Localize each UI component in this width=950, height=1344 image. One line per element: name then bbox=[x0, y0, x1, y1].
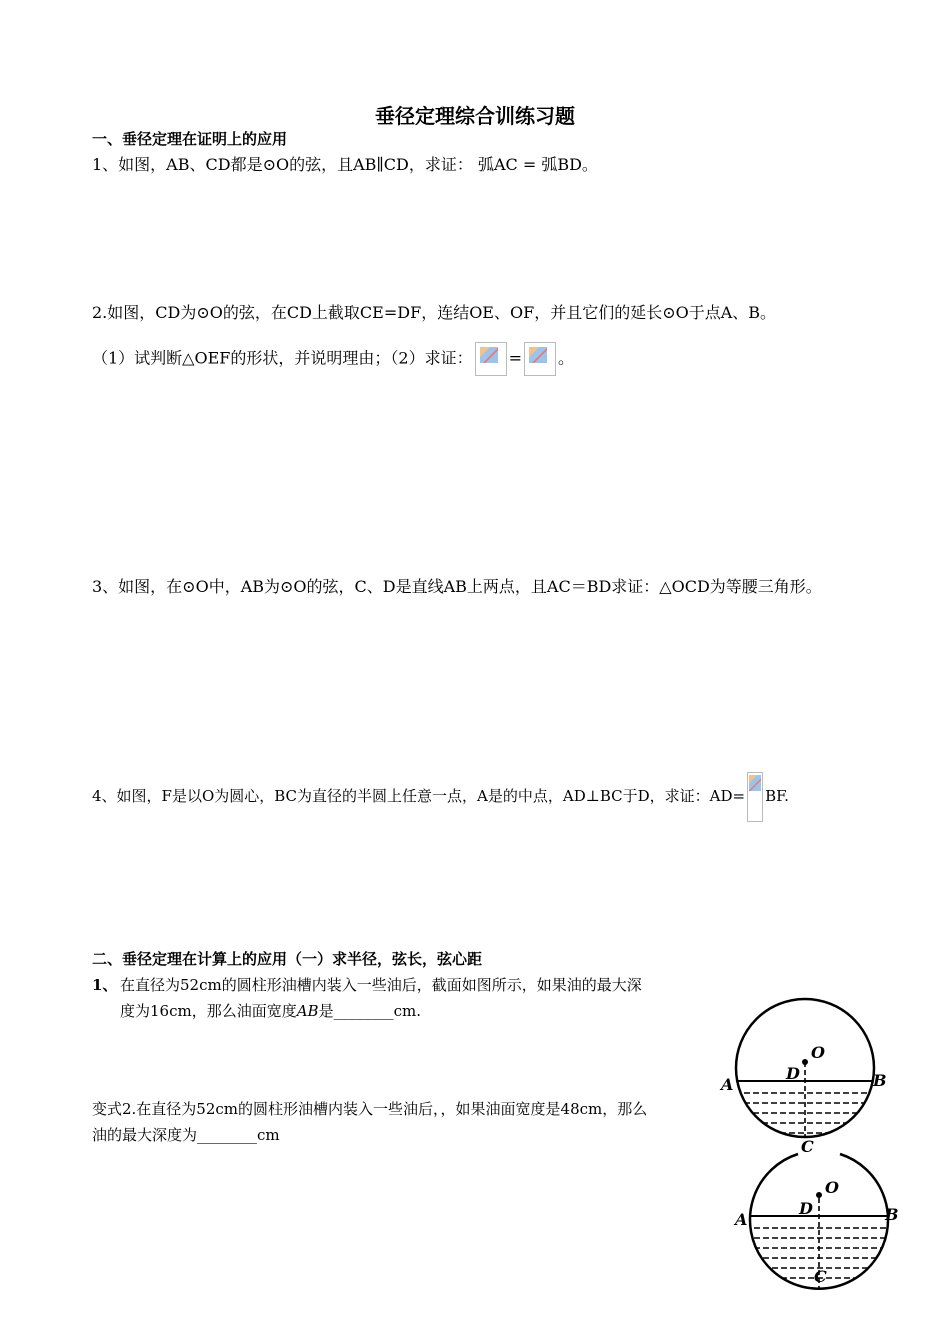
equals-sign: = bbox=[508, 348, 522, 368]
variant-2-line2: 油的最大深度为________cm bbox=[92, 1126, 280, 1144]
point-o-label: O bbox=[825, 1178, 839, 1197]
question-4-text: 4、如图，F是以O为圆心，BC为直径的半圆上任意一点，A是的中点，AD⊥BC于D，求证：AD= bbox=[92, 787, 746, 805]
question-4-end: BF. bbox=[765, 787, 789, 805]
variant-2 bbox=[92, 1096, 712, 1148]
calc-question-1-line2-a: 度为16cm，那么油面宽度 bbox=[120, 1002, 297, 1020]
broken-image-icon bbox=[747, 772, 763, 822]
section1-heading: 一、垂径定理在证明上的应用 bbox=[92, 130, 288, 148]
broken-image-icon bbox=[524, 342, 556, 376]
point-a-label: A bbox=[735, 1210, 748, 1229]
point-o-label: O bbox=[811, 1043, 825, 1062]
question-2-end: 。 bbox=[557, 348, 574, 368]
question-2-line2 bbox=[92, 342, 574, 376]
oil-tank-figure-1 bbox=[715, 998, 895, 1158]
calc-question-1 bbox=[92, 972, 712, 1024]
calc-question-1-number: 1、 bbox=[92, 976, 118, 994]
question-3: 3、如图，在⊙O中，AB为⊙O的弦，C、D是直线AB上两点，且AC＝BD求证：△OCD为等腰三角形。 bbox=[92, 577, 822, 596]
section2-heading: 二、垂径定理在计算上的应用（一）求半径，弦长，弦心距 bbox=[92, 950, 483, 968]
variant-2-line1: 变式2.在直径为52cm的圆柱形油槽内装入一些油后，，如果油面宽度是48cm，那么 bbox=[92, 1100, 648, 1118]
question-2-line1: 2.如图，CD为⊙O的弦，在CD上截取CE=DF，连结OE、OF，并且它们的延长⊙O于点A、B。 bbox=[92, 303, 777, 322]
question-1: 1、如图，AB、CD都是⊙O的弦，且AB∥CD，求证： 弧AC = 弧BD。 bbox=[92, 155, 598, 174]
broken-image-icon bbox=[475, 342, 507, 376]
point-b-label: B bbox=[885, 1205, 899, 1224]
point-b-label: B bbox=[873, 1071, 887, 1090]
page-title: 垂径定理综合训练习题 bbox=[375, 104, 575, 128]
calc-question-1-line1: 在直径为52cm的圆柱形油槽内装入一些油后，截面如图所示，如果油的最大深 bbox=[120, 976, 642, 994]
point-d-label: D bbox=[799, 1199, 813, 1218]
point-c-label: C bbox=[814, 1267, 827, 1286]
point-a-label: A bbox=[721, 1075, 734, 1094]
question-4 bbox=[92, 772, 789, 822]
calc-question-1-line2-b: 是________cm. bbox=[318, 1002, 421, 1020]
point-c-label: C bbox=[801, 1137, 814, 1156]
chord-ab-label: AB bbox=[296, 1002, 319, 1020]
oil-tank-figure-2 bbox=[715, 1148, 899, 1298]
point-d-label: D bbox=[786, 1064, 800, 1083]
question-2-text: （1）试判断△OEF的形状，并说明理由；（2）求证： bbox=[92, 348, 473, 368]
